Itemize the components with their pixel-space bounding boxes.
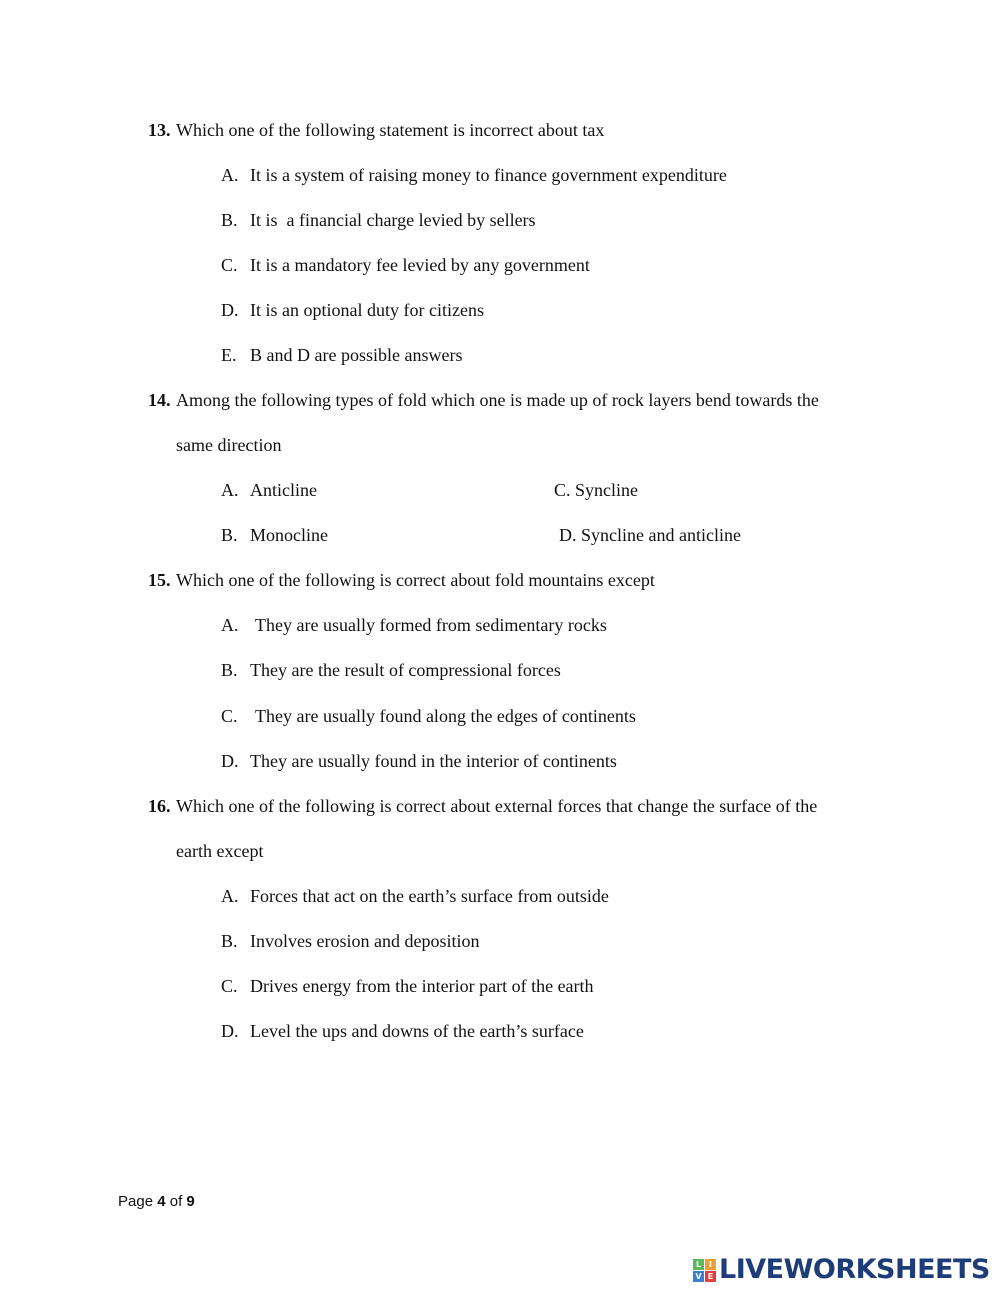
option-letter: B. <box>221 525 238 545</box>
option-text[interactable]: Drives energy from the interior part of the earth <box>250 976 594 996</box>
option-text[interactable]: Level the ups and downs of the earth’s surface <box>250 1021 584 1041</box>
total-pages: 9 <box>186 1193 195 1210</box>
question-number: 15. <box>148 570 171 590</box>
question-number: 14. <box>148 390 171 410</box>
option-text[interactable]: Monocline <box>250 525 328 545</box>
option-letter: B. <box>221 931 238 951</box>
option-text[interactable]: They are the result of compressional forces <box>250 660 561 680</box>
option-text[interactable]: They are usually found along the edges of continents <box>255 706 636 726</box>
option-letter: E. <box>221 345 237 365</box>
option-text[interactable]: Anticline <box>250 480 317 500</box>
current-page: 4 <box>157 1193 166 1210</box>
question-text-continued: same direction <box>176 435 282 455</box>
option-letter: C. <box>221 255 238 275</box>
page-label: Page <box>118 1193 154 1210</box>
page-number <box>118 1193 195 1210</box>
option-text[interactable]: It is an optional duty for citizens <box>250 300 484 320</box>
option-letter: D. <box>221 751 239 771</box>
option-text[interactable]: Forces that act on the earth’s surface from outside <box>250 886 609 906</box>
logo-block: E <box>705 1271 716 1282</box>
option-letter: A. <box>221 886 239 906</box>
option-text[interactable]: They are usually formed from sedimentary rocks <box>255 615 607 635</box>
question-text: Which one of the following statement is incorrect about tax <box>176 120 605 140</box>
question-text-continued: earth except <box>176 841 264 861</box>
option-text[interactable]: Involves erosion and deposition <box>250 931 480 951</box>
logo-blocks-icon <box>693 1259 716 1282</box>
of-label: of <box>169 1193 183 1210</box>
option-text[interactable]: They are usually found in the interior of continents <box>250 751 617 771</box>
option-letter: C. <box>221 976 238 996</box>
option-letter: D. <box>221 1021 239 1041</box>
option-letter: C. <box>221 706 238 726</box>
question-text: Which one of the following is correct about external forces that change the surface of the <box>176 796 818 816</box>
option-letter: A. <box>221 615 239 635</box>
question-text: Among the following types of fold which one is made up of rock layers bend towards the <box>176 390 819 410</box>
option-letter: A. <box>221 165 239 185</box>
option-letter: B. <box>221 210 238 230</box>
option-letter: D. <box>221 300 239 320</box>
option-letter: B. <box>221 660 238 680</box>
option-text[interactable]: It is a mandatory fee levied by any government <box>250 255 590 275</box>
option-text[interactable]: B and D are possible answers <box>250 345 463 365</box>
question-number: 16. <box>148 796 171 816</box>
logo-block: I <box>705 1259 716 1270</box>
logo-block: V <box>693 1271 704 1282</box>
logo-text: LIVEWORKSHEETS <box>719 1254 990 1285</box>
option-text[interactable]: D. Syncline and anticline <box>559 525 741 545</box>
option-letter: A. <box>221 480 239 500</box>
option-text[interactable]: C. Syncline <box>554 480 638 500</box>
question-text: Which one of the following is correct about fold mountains except <box>176 570 655 590</box>
option-text[interactable]: It is a system of raising money to finance government expenditure <box>250 165 727 185</box>
liveworksheets-logo <box>693 1256 990 1284</box>
logo-block: L <box>693 1259 704 1270</box>
option-text[interactable]: It is a financial charge levied by sellers <box>250 210 536 230</box>
question-number: 13. <box>148 120 171 140</box>
